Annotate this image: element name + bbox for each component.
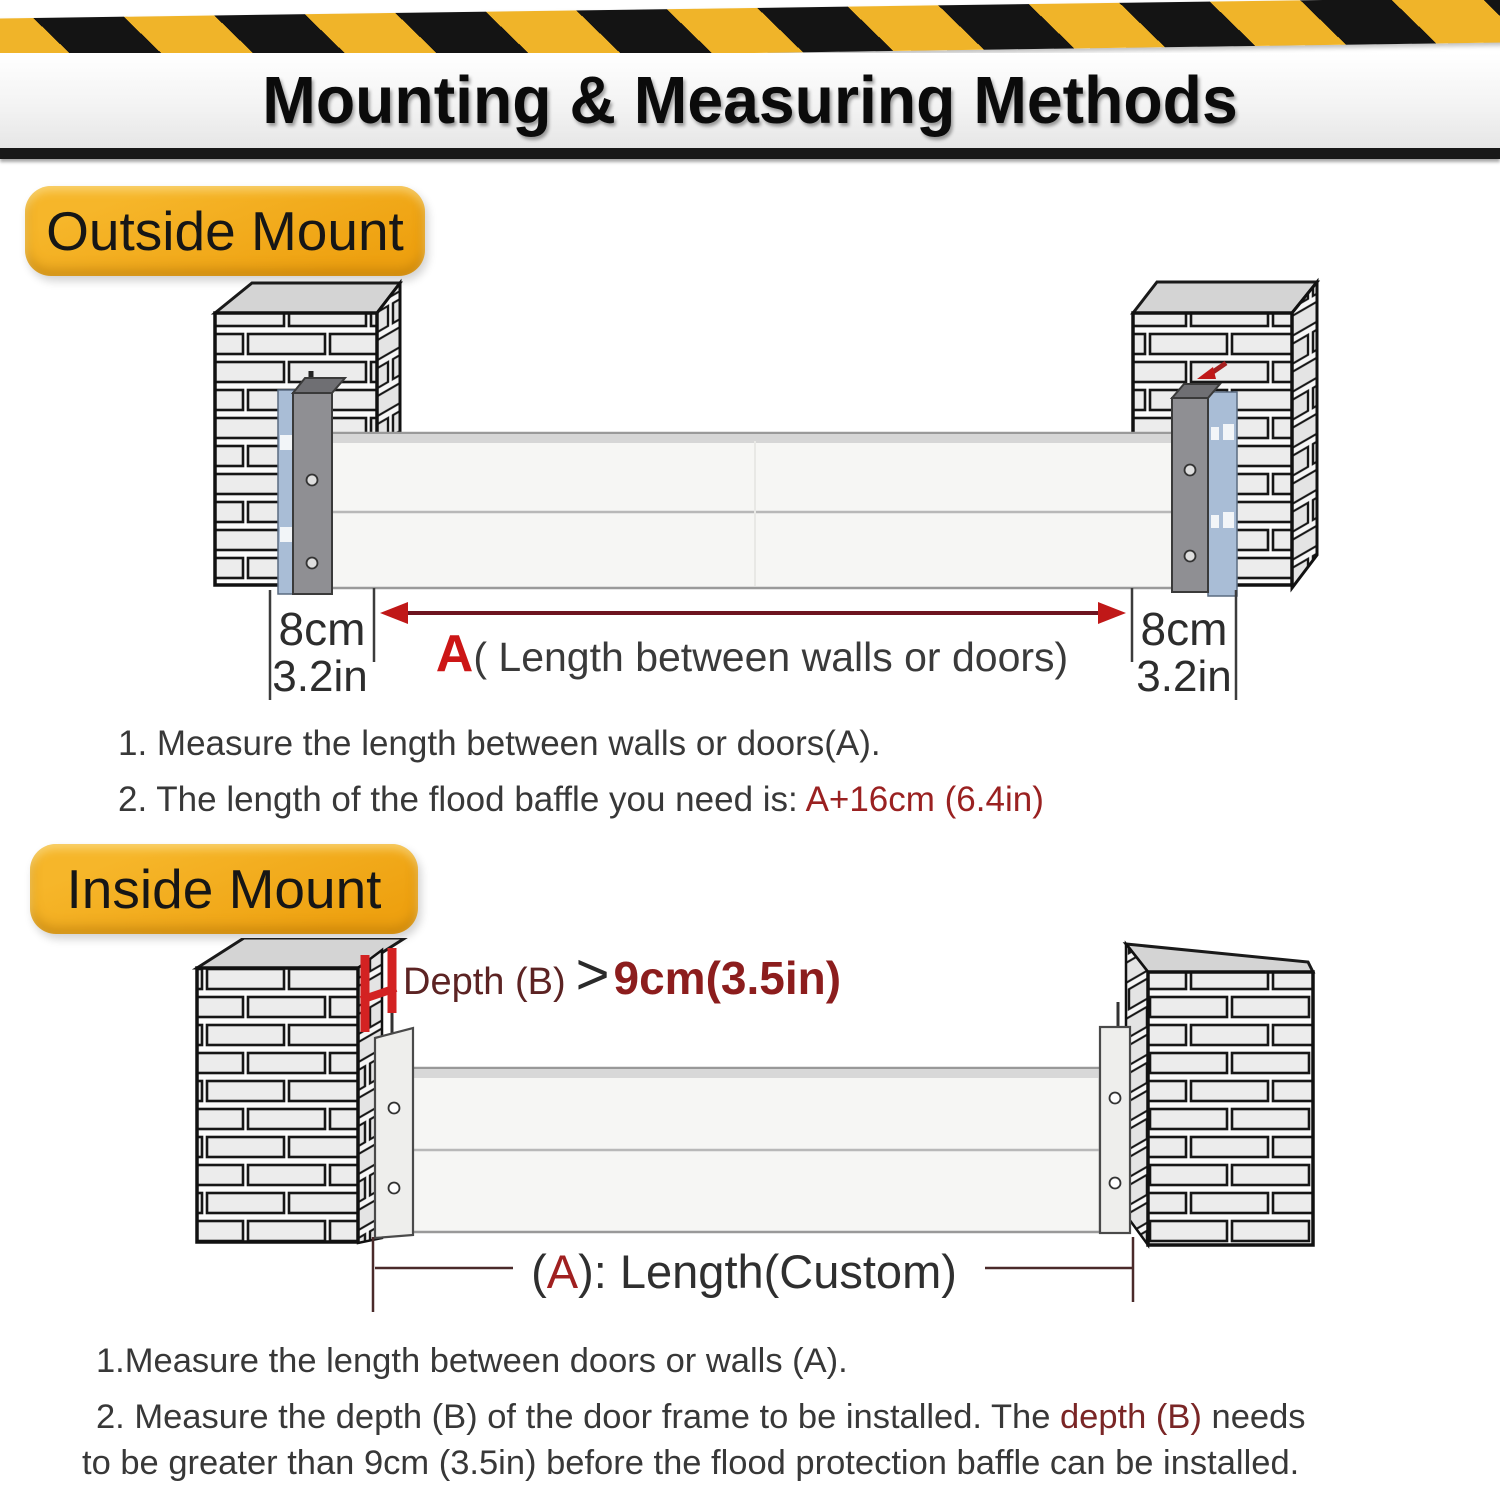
- screw-hole: [1110, 1178, 1121, 1189]
- flood-barrier-panels: [410, 1068, 1100, 1232]
- span-dimension-arrow: [380, 602, 1126, 624]
- inside-mount-badge: Inside Mount: [30, 844, 418, 934]
- page-title: Mounting & Measuring Methods: [262, 63, 1238, 138]
- required-length-value: A+16cm (6.4in): [805, 780, 1044, 819]
- screw-hole: [1110, 1093, 1121, 1104]
- right-channel: [1100, 1027, 1130, 1233]
- outside-mount-badge: Outside Mount: [25, 186, 425, 276]
- outside-mount-diagram: [0, 275, 1500, 705]
- depth-b-highlight: depth (B): [1060, 1398, 1202, 1436]
- right-gap-cm-label: 8cm: [1140, 603, 1228, 655]
- flood-barrier-panels: [330, 433, 1175, 588]
- inside-step-2-continued: to be greater than 9cm (3.5in) before the flood protection baffle can be installed.: [82, 1444, 1300, 1482]
- screw-hole: [389, 1103, 400, 1114]
- inside-step-2: 2. Measure the depth (B) of the door frame to be installed. The depth (B) needs: [96, 1398, 1306, 1436]
- outside-mount-steps: [118, 716, 1044, 828]
- title-band: [0, 53, 1500, 148]
- right-gasket-strip: [1208, 392, 1237, 596]
- outside-step-2: 2. The length of the flood baffle you need is: A+16cm (6.4in): [118, 780, 1044, 819]
- left-gap-in-label: 3.2in: [272, 652, 368, 701]
- right-gap-in-label: 3.2in: [1136, 652, 1232, 701]
- screw-hole: [1185, 465, 1196, 476]
- screw-hole: [389, 1183, 400, 1194]
- left-gap-cm-label: 8cm: [278, 603, 366, 655]
- left-channel: [375, 1028, 413, 1238]
- inside-step-1: 1.Measure the length between doors or walls (A).: [96, 1342, 848, 1380]
- left-gasket-strip: [278, 390, 294, 594]
- outside-step-1: 1. Measure the length between walls or doors(A).: [118, 724, 881, 763]
- depth-requirement-label: Depth (B) >9cm(3.5in): [403, 942, 842, 1007]
- length-custom-label: (A): Length(Custom): [531, 1245, 957, 1298]
- header-divider-bar: [0, 148, 1500, 159]
- inside-mount-diagram: [0, 938, 1500, 1320]
- right-brick-pillar: [1126, 944, 1313, 1245]
- screw-hole: [307, 475, 318, 486]
- left-brick-pillar: [197, 938, 405, 1243]
- span-a-label: A( Length between walls or doors): [435, 625, 1069, 683]
- screw-hole: [307, 558, 318, 569]
- screw-hole: [1185, 551, 1196, 562]
- inside-mount-steps: [82, 1338, 1306, 1486]
